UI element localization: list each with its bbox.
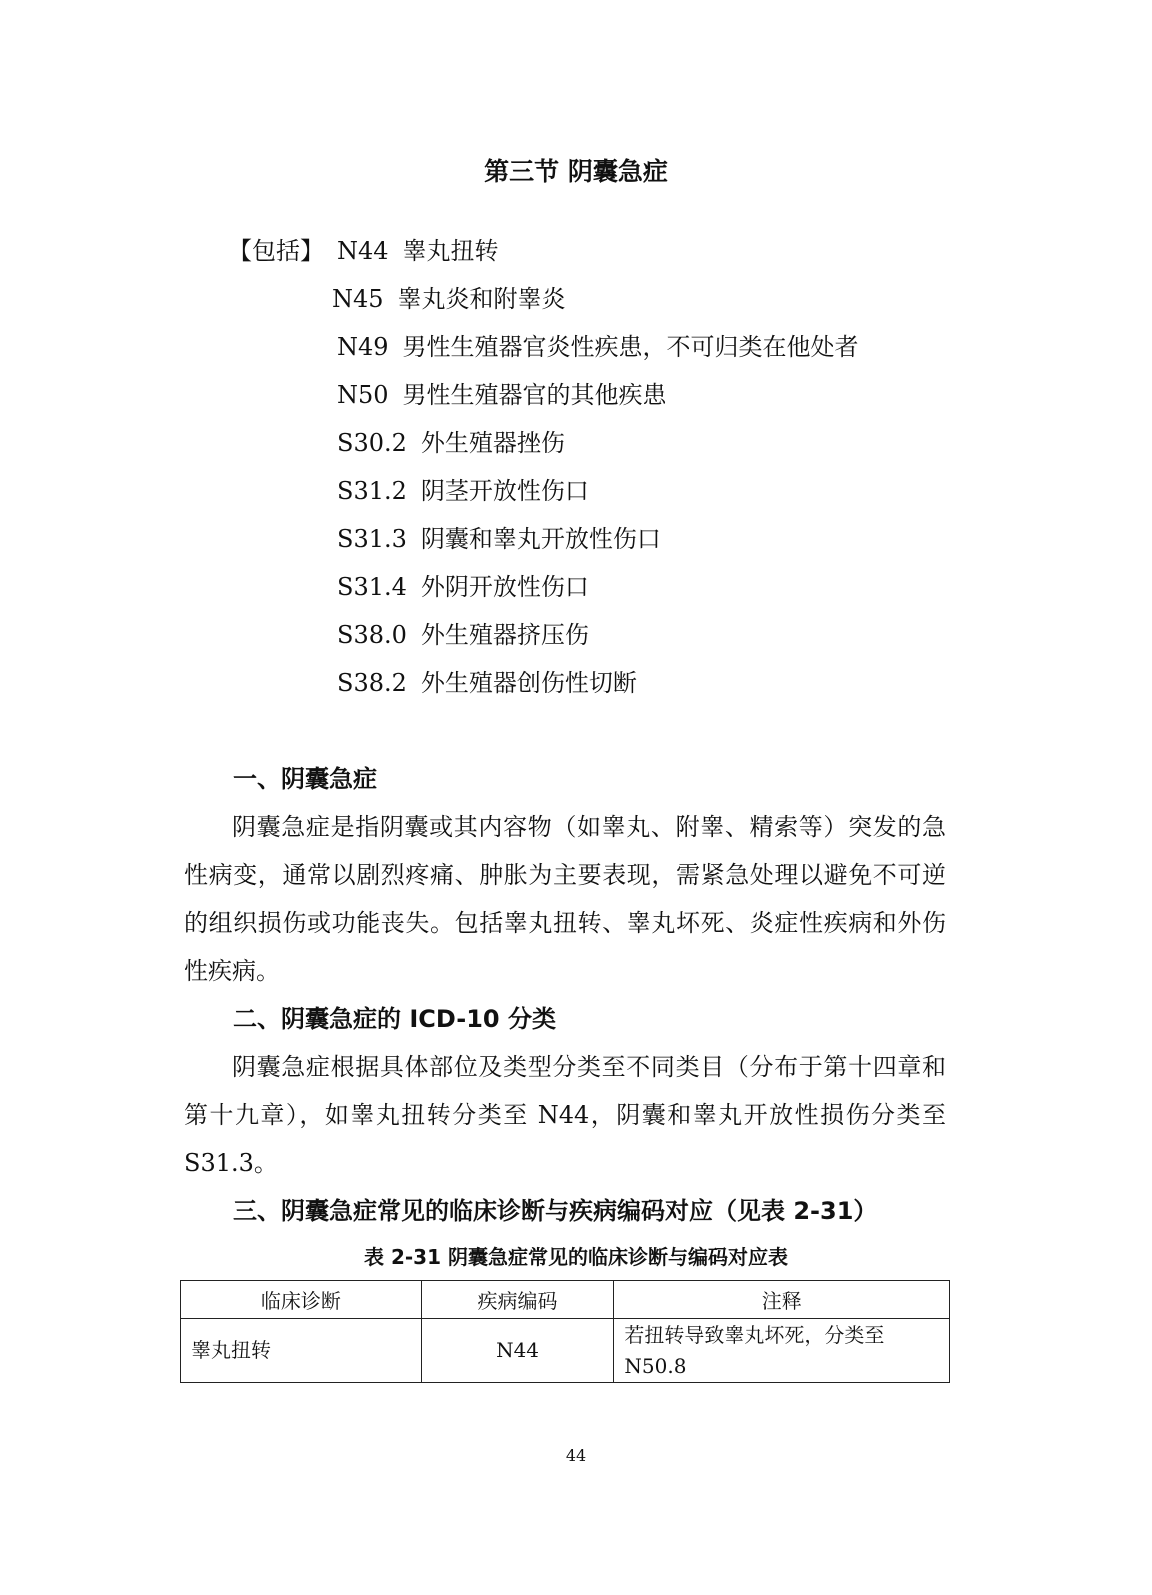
include-item [337, 617, 589, 653]
include-item [337, 329, 859, 365]
include-desc: 阴茎开放性伤口 [420, 477, 589, 505]
include-desc: 外生殖器创伤性切断 [420, 669, 637, 697]
include-desc: 外生殖器挤压伤 [420, 621, 589, 649]
include-code: S38.2 [337, 669, 407, 697]
include-desc: 外阴开放性伤口 [420, 573, 589, 601]
section-paragraph: 阴囊急症根据具体部位及类型分类至不同类目（分布于第十四章和第十九章），如睾丸扭转分类至 N44，阴囊和睾丸开放性损伤分类至 S31.3。 [184, 1053, 946, 1177]
header-note: 注释 [614, 1281, 950, 1319]
header-code: 疾病编码 [421, 1281, 614, 1319]
include-item [337, 377, 667, 413]
include-desc: 外生殖器挫伤 [420, 429, 565, 457]
section-title: 第三节 阴囊急症 [484, 157, 668, 186]
includes-label: 【包括】 [228, 237, 324, 265]
section-heading: 三、阴囊急症常见的临床诊断与疾病编码对应（见表 2-31） [233, 1197, 878, 1225]
include-code: S38.0 [337, 621, 407, 649]
table-row [181, 1319, 950, 1383]
header-diagnosis: 临床诊断 [181, 1281, 422, 1319]
include-code: N49 [337, 333, 389, 361]
page-number: 44 [565, 1446, 587, 1465]
section-heading: 一、阴囊急症 [233, 765, 377, 793]
include-desc: 阴囊和睾丸开放性伤口 [420, 525, 661, 553]
include-code: S31.2 [337, 477, 407, 505]
include-code: S31.3 [337, 525, 407, 553]
include-item [337, 521, 661, 557]
table-caption: 表 2-31 阴囊急症常见的临床诊断与编码对应表 [364, 1245, 788, 1269]
cell-note: 若扭转导致睾丸坏死，分类至 N50.8 [614, 1319, 950, 1383]
include-code: N44 [337, 237, 389, 265]
include-item [337, 425, 565, 461]
section-heading: 二、阴囊急症的 ICD-10 分类 [233, 1005, 556, 1033]
include-desc: 男性生殖器官的其他疾患 [402, 381, 667, 409]
include-item [337, 569, 589, 605]
include-code: S30.2 [337, 429, 407, 457]
section-paragraph: 阴囊急症是指阴囊或其内容物（如睾丸、附睾、精索等）突发的急性病变，通常以剧烈疼痛、肿胀为主要表现，需紧急处理以避免不可逆的组织损伤或功能丧失。包括睾丸扭转、睾丸坏死、炎症性疾病和外伤性疾病。 [184, 813, 946, 985]
cell-code: N44 [421, 1319, 614, 1383]
include-item [337, 473, 589, 509]
diagnosis-code-table [180, 1280, 950, 1383]
table-header-row [181, 1281, 950, 1319]
include-code: N45 [332, 285, 384, 313]
cell-diagnosis: 睾丸扭转 [181, 1319, 422, 1383]
include-code: N50 [337, 381, 389, 409]
include-item [332, 281, 566, 317]
include-desc: 睾丸炎和附睾炎 [397, 285, 566, 313]
include-code: S31.4 [337, 573, 407, 601]
include-desc: 男性生殖器官炎性疾患，不可归类在他处者 [402, 333, 859, 361]
include-desc: 睾丸扭转 [402, 237, 499, 265]
include-item [337, 665, 637, 701]
include-item [337, 233, 499, 269]
